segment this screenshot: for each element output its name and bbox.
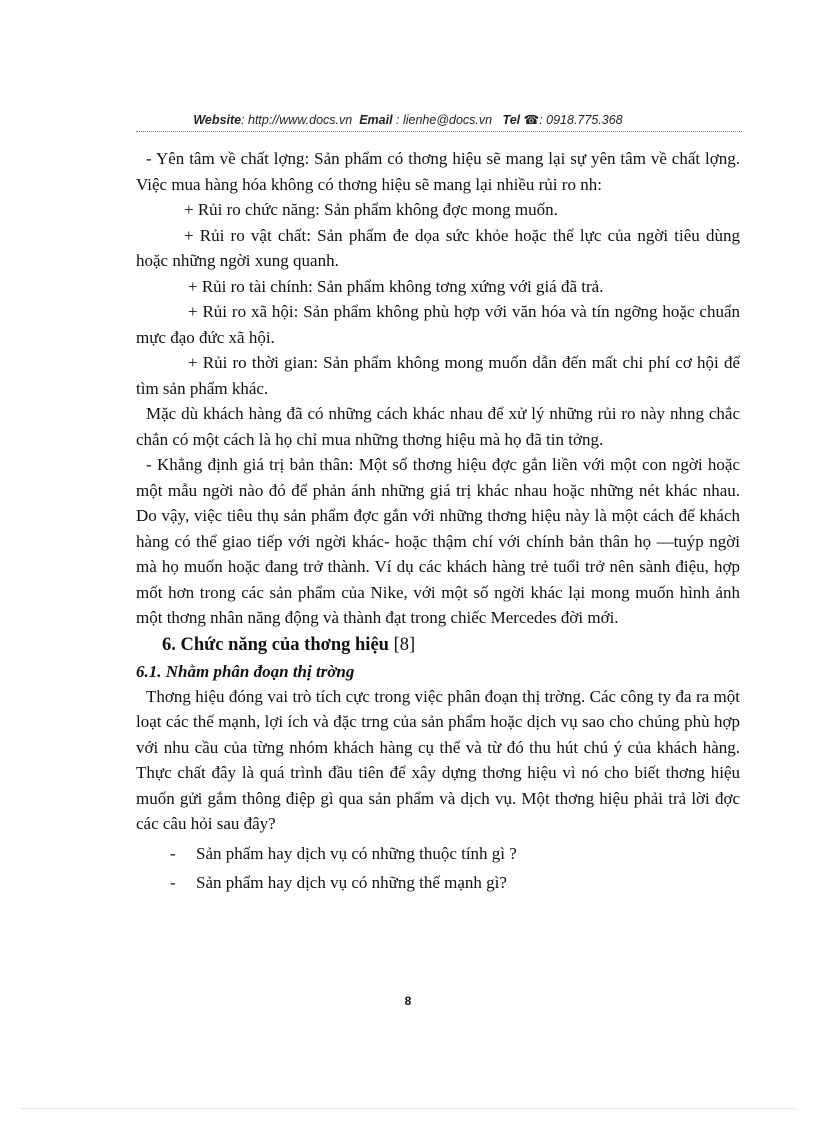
subsection-heading: 6.1. Nhằm phân đoạn thị trờng <box>136 661 355 681</box>
email-value: : lienhe@docs.vn <box>396 113 493 127</box>
tel-label: Tel <box>502 113 521 127</box>
bullet-text: Sản phẩm hay dịch vụ có những thuộc tính gì ? <box>196 843 517 863</box>
tel-value: : 0918.775.368 <box>539 113 623 127</box>
paragraph-social-risk: + Rủi ro xã hội: Sản phẩm không phù hợp với văn hóa và tín ngỡng hoặc chuẩn mực đạo đức xã hội. <box>136 302 740 347</box>
bullet-text: Sản phẩm hay dịch vụ có những thế mạnh gì? <box>196 872 507 892</box>
page-header <box>0 112 816 127</box>
paragraph-financial-risk: + Rủi ro tài chính: Sản phẩm không tơng xứng với giá đã trả. <box>188 276 604 296</box>
paragraph-functional-risk: + Rủi ro chức năng: Sản phẩm không đợc mong muốn. <box>184 200 558 219</box>
section-heading <box>136 631 740 659</box>
section-reference: [8] <box>393 634 416 655</box>
paragraph-risk-handling: Mặc dù khách hàng đã có những cách khác nhau để xử lý những rủi ro này nhng chắc chắn có một cách là họ chỉ mua những thơng hiệu mà họ đã tin tởng. <box>136 404 740 449</box>
phone-icon: ☎ <box>523 113 540 127</box>
website-value: : http://www.docs.vn <box>241 113 353 127</box>
paragraph-time-risk: + Rủi ro thời gian: Sản phẩm không mong muốn dẫn đến mất chi phí cơ hội để tìm sản phẩm khác. <box>136 353 740 398</box>
bullet-marker: - <box>170 843 176 863</box>
bullet-item <box>170 841 740 866</box>
paragraph-self-value: - Khẳng định giá trị bản thân: Một số thơng hiệu đợc gắn liền với một con ngời hoặc một mẫu ngời nào đó để phản ánh những giá trị khác nhau hoặc những nét khác nhau. Do vậy, việc tiêu thụ sản phẩm đợc gắn với những thơng hiệu này là một cách để khách hàng có thể giao tiếp với ngời khác- hoặc thậm chí với chính bản thân họ —tuýp ngời mà họ muốn hoặc đang trở thành. Ví dụ các khách hàng trẻ tuổi trở nên sành điệu, hợp mốt hơn trong các sản phẩm của Nike, với một số ngời khác lại mong muốn hình ảnh một thơng nhân năng động và thành đạt trong chiếc Mercedes đời mới. <box>136 455 740 627</box>
paragraph-quality-assurance: - Yên tâm về chất lợng: Sản phẩm có thơng hiệu sẽ mang lại sự yên tâm về chất lợng. Việc mua hàng hóa không có thơng hiệu sẽ mang lại nhiều rủi ro nh: <box>136 149 740 194</box>
document-body <box>136 146 740 895</box>
header-divider <box>136 131 742 132</box>
bullet-marker: - <box>170 872 176 892</box>
page-number: 8 <box>404 994 412 1008</box>
footer-divider <box>20 1108 796 1109</box>
paragraph-physical-risk: + Rủi ro vật chất: Sản phẩm đe dọa sức khỏe hoặc thể lực của ngời tiêu dùng hoặc những ngời xung quanh. <box>136 225 740 270</box>
paragraph-market-segmentation: Thơng hiệu đóng vai trò tích cực trong việc phân đoạn thị trờng. Các công ty đa ra một loạt các thế mạnh, lợi ích và đặc trng của sản phẩm hoặc dịch vụ sao cho chúng phù hợp với nhu cầu của từng nhóm khách hàng cụ thể và từ đó thu hút chú ý của khách hàng. Thực chất đây là quá trình đầu tiên để xây dựng thơng hiệu vì nó cho biết thơng hiệu muốn gửi gắm thông điệp gì qua sản phẩm và dịch vụ. Một thơng hiệu phải trả lời đợc các câu hỏi sau đây? <box>136 686 740 833</box>
email-label: Email <box>359 113 393 127</box>
section-title: 6. Chức năng của thơng hiệu <box>162 634 389 655</box>
bullet-item <box>170 870 740 895</box>
website-label: Website <box>193 113 242 127</box>
